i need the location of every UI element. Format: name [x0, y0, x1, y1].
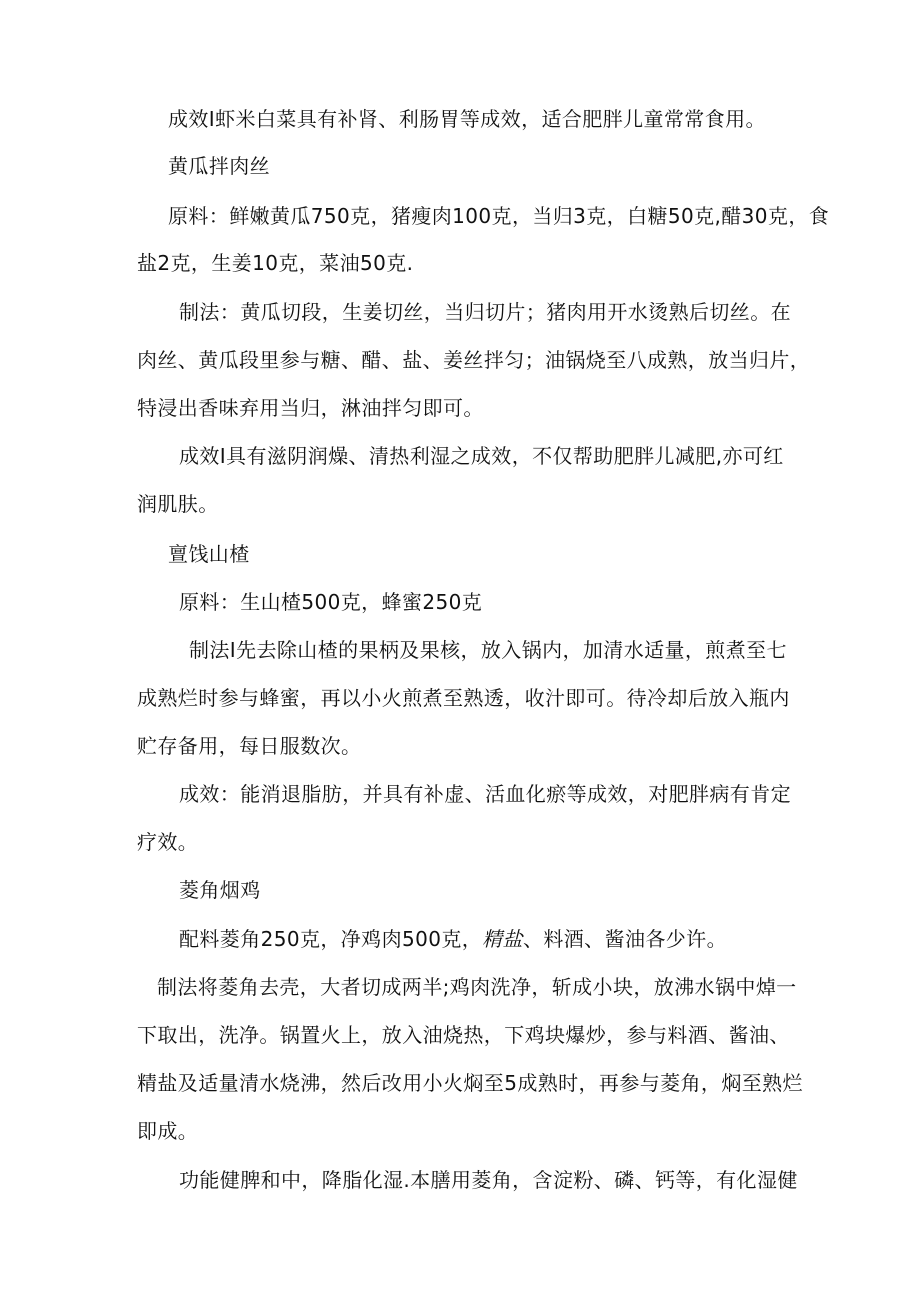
text-line: 成效I虾米白菜具有补肾、利肠胃等成效，适合肥胖儿童常常食用。	[168, 107, 766, 131]
text-line: 制法将菱角去壳，大者切成两半;鸡肉洗净，斩成小块，放沸水锅中焯一	[157, 975, 797, 999]
text-line: 制法I先去除山楂的果柄及果核，放入锅内，加清水适量，煎煮至七	[189, 638, 787, 662]
text-line: 肉丝、黄瓜段里参与糖、醋、盐、姜丝拌匀；油锅烧至八成熟，放当归片，	[137, 348, 811, 372]
text-line: 功能健脾和中，降脂化湿.本膳用菱角，含淀粉、磷、钙等，有化湿健	[179, 1168, 798, 1192]
text-line: 润肌肤。	[137, 492, 219, 516]
text-line: 特浸出香味弃用当归，淋油拌匀即可。	[137, 396, 484, 420]
text-segment: 、料酒、酱油各少许。	[522, 927, 727, 951]
section-heading: 亶饯山楂	[168, 542, 250, 566]
text-line: 原料：鲜嫩黄瓜750克，猪瘦肉100克，当归3克，白糖50克,醋30克，食	[168, 204, 830, 228]
italic-text-segment: 精盐	[482, 927, 523, 951]
text-line: 盐2克，生姜10克，菜油50克.	[137, 251, 414, 275]
text-line: 贮存备用，每日服数次。	[137, 734, 362, 758]
text-segment: 配料菱角250克，净鸡肉500克，	[179, 927, 483, 951]
text-line: 即成。	[137, 1119, 199, 1143]
text-line: 成效：能消退脂肪，并具有补虚、活血化瘀等成效，对肥胖病有肯定	[179, 782, 791, 806]
section-heading: 黄瓜拌肉丝	[168, 154, 270, 178]
section-heading: 菱角烟鸡	[179, 878, 261, 902]
text-line: 疗效。	[137, 830, 199, 854]
text-line: 成熟烂时参与蜂蜜，再以小火煎煮至熟透，收汁即可。待冷却后放入瓶内	[137, 686, 790, 710]
text-line: 下取出，洗净。锅置火上，放入油烧热，下鸡块爆炒，参与料酒、酱油、	[137, 1023, 790, 1047]
text-line: 原料：生山楂500克，蜂蜜250克	[179, 590, 483, 614]
text-line: 成效I具有滋阴润燥、清热利湿之成效，不仅帮助肥胖儿减肥,亦可红	[179, 444, 784, 468]
text-line: 精盐及适量清水烧沸，然后改用小火焖至5成熟时，再参与菱角，焖至熟烂	[137, 1071, 803, 1095]
text-line	[179, 926, 727, 952]
text-line: 制法：黄瓜切段，生姜切丝，当归切片；猪肉用开水烫熟后切丝。在	[179, 300, 791, 324]
